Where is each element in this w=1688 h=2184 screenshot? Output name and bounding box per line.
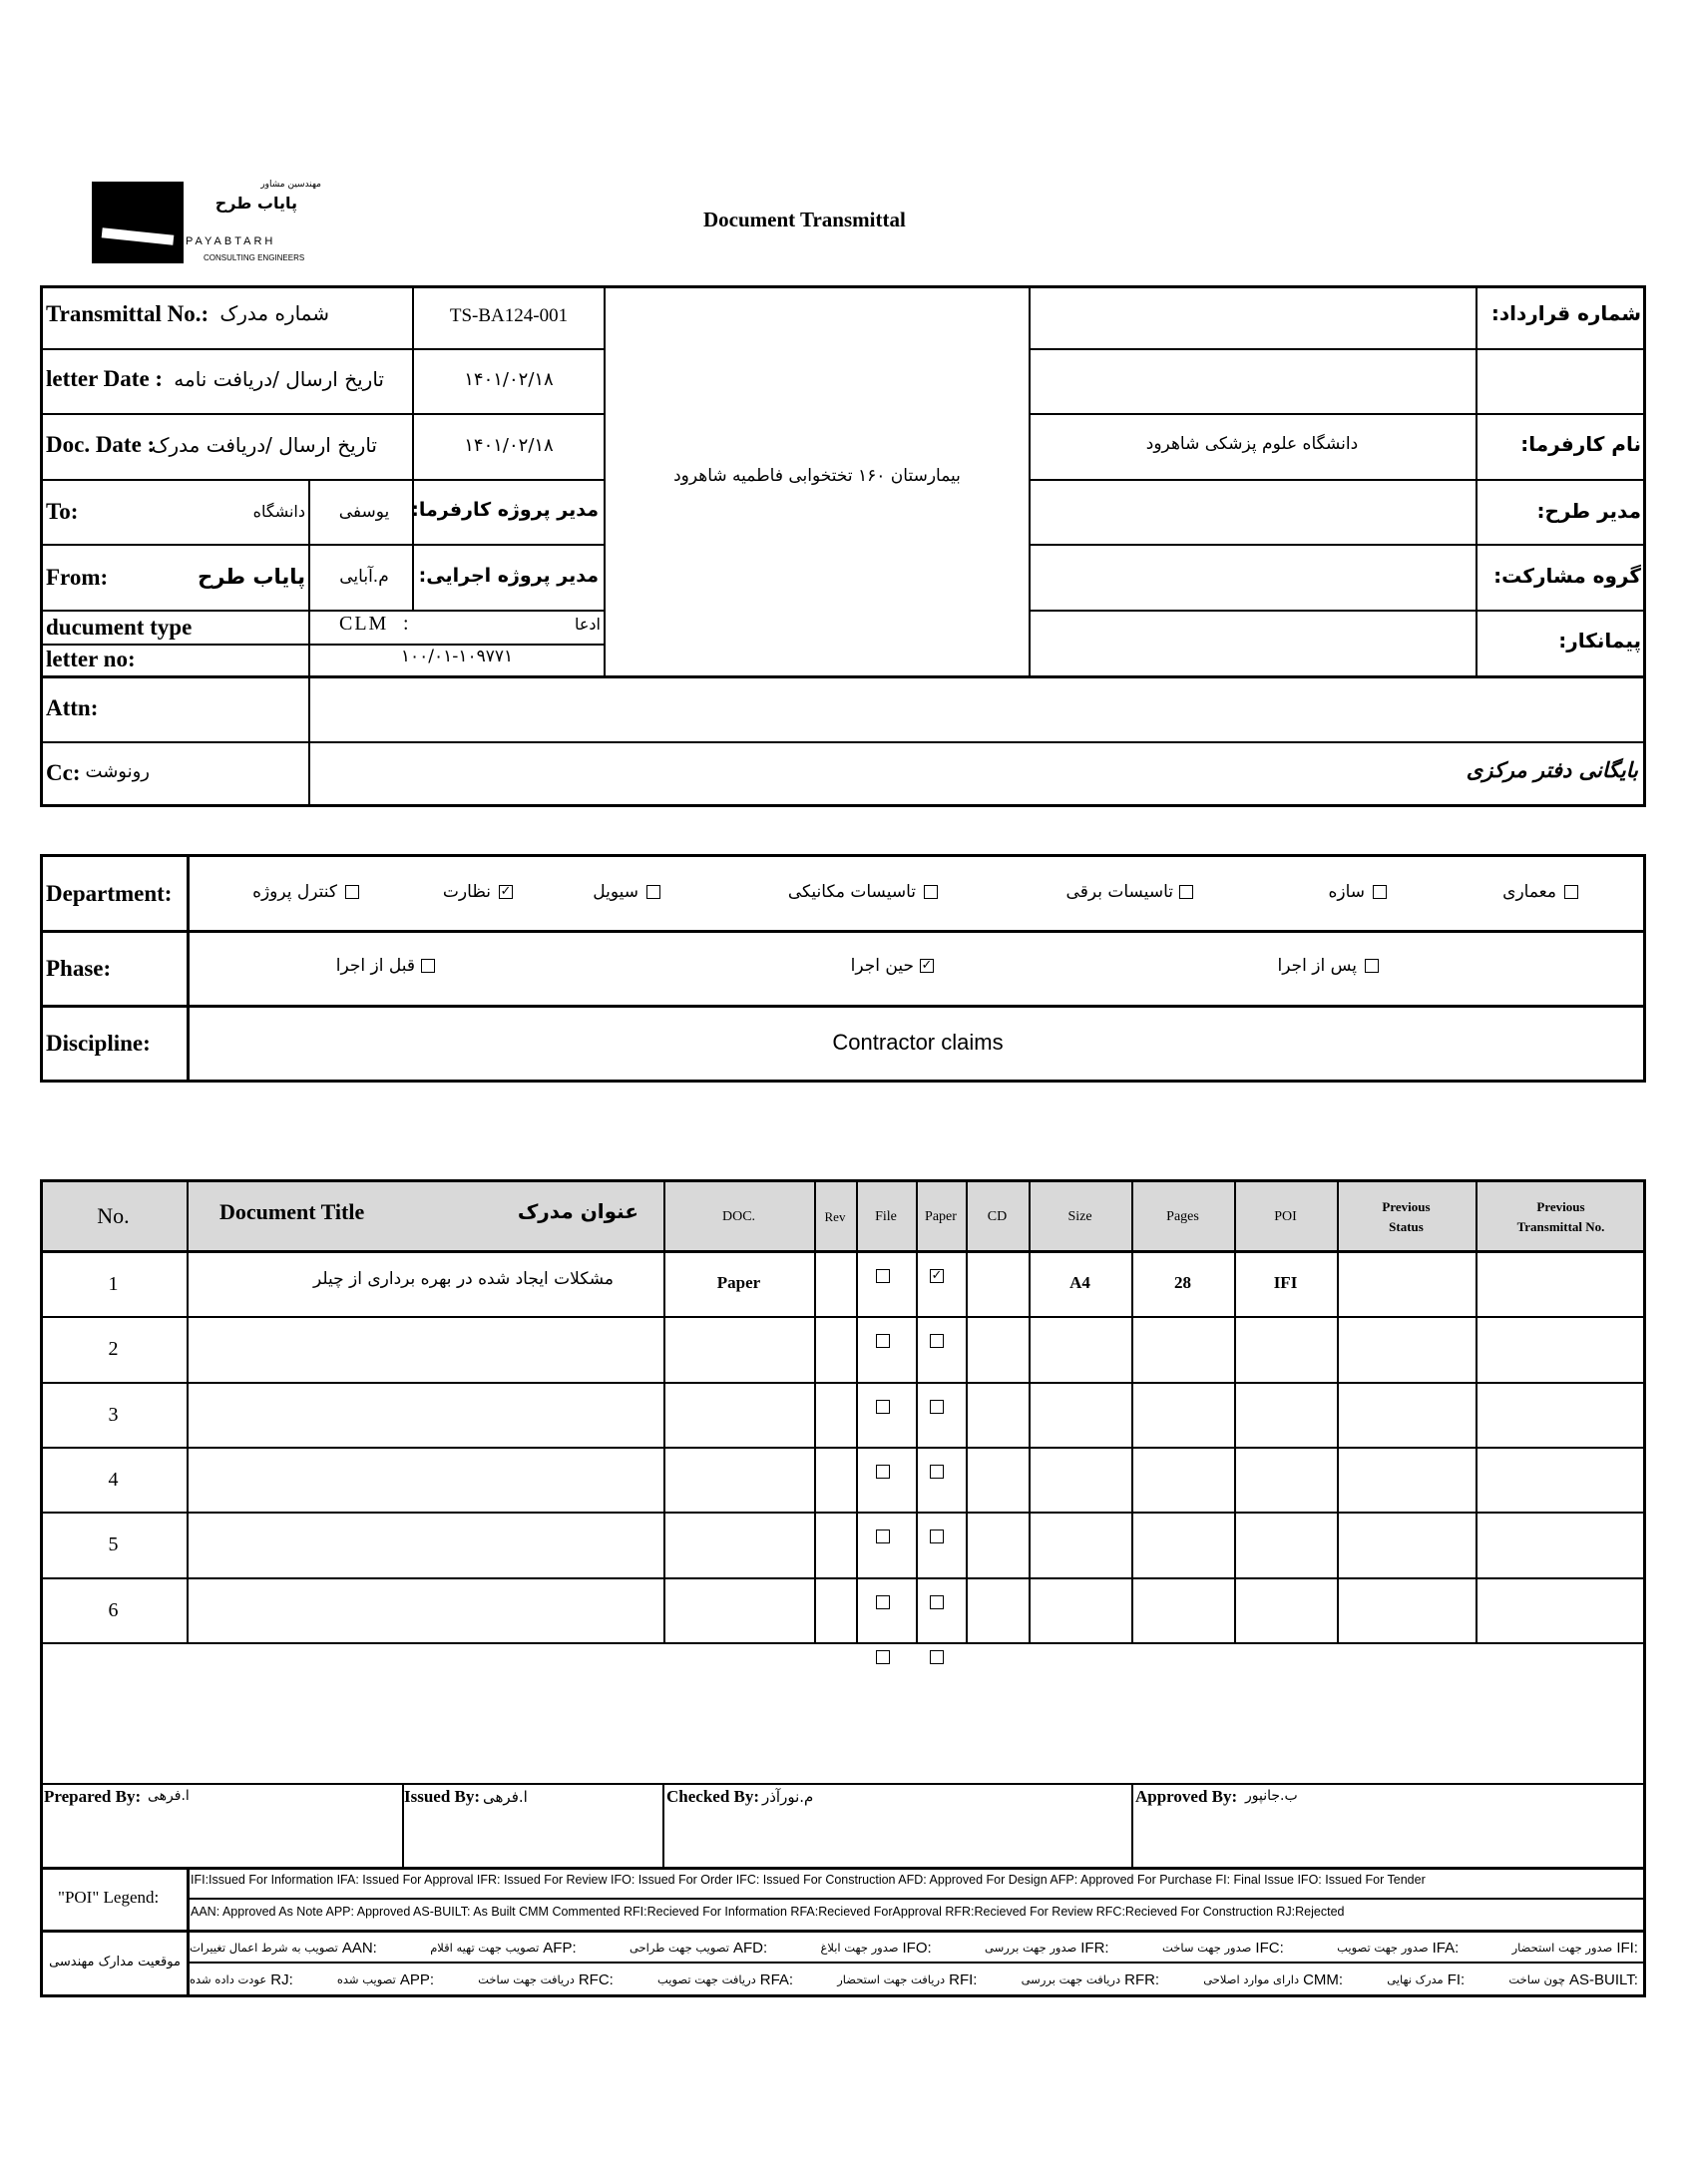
fa-legend-label: موقعیت مدارک مهندسی — [49, 1955, 181, 1969]
phase-checkbox[interactable] — [421, 959, 435, 973]
legend-code: RFA: — [759, 1970, 794, 1988]
page-title: Document Transmittal — [703, 208, 906, 231]
department-checkbox[interactable] — [345, 885, 359, 899]
legend-code: FI: — [1447, 1970, 1466, 1988]
approved-by-label: Approved By: — [1135, 1787, 1238, 1806]
legend-desc: تصویب به شرط اعمال تغییرات — [190, 1941, 338, 1955]
col-header-cd: CD — [987, 1209, 1008, 1224]
legend-entry — [1203, 1971, 1343, 1988]
fa-legend-line1 — [190, 1935, 1638, 1961]
department-checkbox[interactable] — [924, 885, 938, 899]
legend-entry — [1508, 1971, 1638, 1988]
col-header-file: File — [875, 1209, 897, 1224]
legend-code: IFO: — [902, 1939, 932, 1957]
legend-entry — [1022, 1971, 1160, 1988]
row-number: 4 — [108, 1469, 119, 1491]
employer-value: دانشگاه علوم پزشکی شاهرود — [1145, 434, 1359, 454]
legend-code: AS-BUILT: — [1569, 1970, 1638, 1988]
legend-desc: صدور جهت ساخت — [1161, 1941, 1252, 1955]
row-title: مشکلات ایجاد شده در بهره برداری از چیلر — [312, 1269, 614, 1289]
department-checkbox[interactable] — [646, 885, 660, 899]
col-header-prev-status: Previous — [1382, 1199, 1431, 1214]
logo-fa-top: مهندسین مشاور — [260, 180, 321, 190]
row-size: A4 — [1069, 1273, 1090, 1292]
legend-desc: دریافت جهت استحضار — [837, 1972, 946, 1986]
prepared-by — [44, 1787, 141, 1807]
client-pm-label: مدیر پروژه کارفرما: — [411, 499, 599, 521]
discipline-label: Discipline: — [46, 1031, 151, 1056]
prepared-by-name: ا.فرهی — [148, 1788, 190, 1804]
issued-by-name: ا.فرهی — [483, 1788, 528, 1806]
legend-code: IFA: — [1432, 1939, 1460, 1957]
transmittal-no-label: Transmittal No.: — [46, 301, 210, 326]
checked-by-label: Checked By: — [666, 1787, 760, 1806]
legend-code: CMM: — [1303, 1970, 1344, 1988]
doc-type-separator: : — [403, 613, 409, 635]
file-checkbox[interactable] — [876, 1529, 890, 1543]
legend-entry — [190, 1971, 293, 1988]
checked-by — [666, 1787, 759, 1807]
poi-legend-label: "POI" Legend: — [58, 1888, 160, 1907]
legend-desc: تصویب شده — [336, 1972, 396, 1986]
legend-desc: صدور جهت ابلاغ — [820, 1941, 899, 1955]
to-label: To: — [46, 499, 79, 524]
department-checkbox[interactable] — [1373, 885, 1387, 899]
logo-mark — [92, 182, 184, 263]
doc-type-code: CLM — [339, 613, 389, 635]
attn-label: Attn: — [46, 695, 99, 720]
contract-no-label: شماره قرارداد: — [1490, 301, 1641, 325]
legend-desc: صدور جهت تصویب — [1337, 1941, 1429, 1955]
phase-checkbox[interactable] — [1365, 959, 1379, 973]
legend-entry — [820, 1940, 931, 1957]
letter-no-label: letter no: — [46, 647, 136, 671]
legend-code: AFP: — [543, 1939, 577, 1957]
paper-checkbox[interactable] — [930, 1334, 944, 1348]
cc-label: Cc: — [46, 760, 81, 785]
legend-entry — [430, 1940, 576, 1957]
approved-by-name: ب.جانپور — [1245, 1788, 1298, 1804]
paper-checkbox[interactable]: ✓ — [931, 1268, 943, 1283]
col-header-prev-transmittal: Previous — [1536, 1199, 1585, 1214]
info-block — [40, 285, 1646, 807]
transmittal-no-value: TS-BA124-001 — [449, 305, 569, 326]
logo-en-sub: CONSULTING ENGINEERS — [204, 253, 305, 262]
fa-legend-line2 — [190, 1966, 1638, 1992]
legend-entry — [337, 1971, 434, 1988]
file-checkbox[interactable] — [876, 1400, 890, 1414]
company-logo — [92, 180, 321, 269]
paper-checkbox[interactable] — [930, 1465, 944, 1479]
department-checkbox[interactable]: ✓ — [500, 884, 512, 899]
letter-date-label-fa: تاریخ ارسال /دریافت نامه — [174, 367, 384, 391]
phase-checkbox[interactable]: ✓ — [921, 958, 933, 973]
col-header-poi: POI — [1274, 1209, 1297, 1224]
doc-date-label-fa: تاریخ ارسال /دریافت مدرک — [151, 433, 377, 457]
col-header-pages: Pages — [1166, 1209, 1199, 1224]
exec-pm-label: مدیر پروژه اجرایی: — [418, 565, 599, 587]
cc-value: بایگانی دفتر مرکزی — [1466, 758, 1638, 782]
doc-type-label: ducument type — [46, 615, 193, 640]
legend-code: AAN: — [341, 1939, 377, 1957]
exec-pm-name: م.آبایی — [339, 567, 389, 587]
col-header-title: Document Title — [219, 1199, 365, 1224]
approved-by — [1135, 1787, 1237, 1807]
doc-date-value: ۱۴۰۱/۰۲/۱۸ — [464, 435, 554, 456]
legend-desc: صدور جهت استحضار — [1511, 1941, 1613, 1955]
logo-fa-name: پایاب طرح — [214, 194, 297, 213]
legend-entry — [1162, 1940, 1284, 1957]
legend-code: IFR: — [1080, 1939, 1109, 1957]
legend-entry — [190, 1940, 377, 1957]
legend-desc: صدور جهت بررسی — [985, 1941, 1077, 1955]
legend-desc: دریافت جهت تصویب — [656, 1972, 756, 1986]
legend-code: RFC: — [578, 1970, 614, 1988]
col-header-paper: Paper — [925, 1209, 957, 1224]
department-option-label: معماری — [1502, 882, 1556, 902]
row-poi: IFI — [1273, 1273, 1298, 1292]
phase-option-label: حین اجرا — [850, 956, 914, 976]
issued-by-label: Issued By: — [404, 1787, 481, 1806]
legend-desc: تصویب جهت تهیه اقلام — [430, 1941, 540, 1955]
col-header-prev-status-2: Status — [1389, 1219, 1424, 1234]
legend-code: IFC: — [1255, 1939, 1284, 1957]
logo-en-name: PAYABTARH — [186, 235, 276, 247]
legend-entry — [630, 1940, 767, 1957]
file-checkbox[interactable] — [876, 1269, 890, 1283]
col-header-prev-transmittal-2: Transmittal No. — [1516, 1219, 1605, 1234]
transmittal-no-label-fa: شماره مدرک — [219, 301, 329, 325]
client-pm-name: یوسفی — [338, 502, 390, 522]
poi-legend-line2: AAN: Approved As Note APP: Approved AS-BUILT: As Built CMM Commented RFI:Recieved For Information RFA:Recieved ForApproval RFR:Recieved For Review RFC:Recieved For Construction RJ:Rejected — [191, 1905, 1345, 1919]
legend-desc: دارای موارد اصلاحی — [1203, 1972, 1300, 1986]
legend-desc: مدرک نهایی — [1387, 1972, 1444, 1986]
doc-date-label: Doc. Date : — [46, 432, 156, 457]
prepared-by-label: Prepared By: — [44, 1787, 142, 1806]
legend-code: RJ: — [270, 1970, 293, 1988]
row-number: 5 — [108, 1533, 119, 1555]
paper-checkbox[interactable] — [930, 1529, 944, 1543]
department-option-label: نظارت — [442, 882, 491, 902]
paper-checkbox-extra[interactable] — [930, 1650, 944, 1664]
department-option-label: کنترل پروژه — [252, 882, 337, 902]
paper-checkbox[interactable] — [930, 1400, 944, 1414]
legend-desc: چون ساخت — [1508, 1972, 1566, 1986]
row-pages: 28 — [1174, 1273, 1191, 1292]
department-checkbox[interactable] — [1564, 885, 1578, 899]
legend-desc: دریافت جهت بررسی — [1021, 1972, 1121, 1986]
legend-code: APP: — [399, 1970, 434, 1988]
checked-by-name: م.نورآذر — [762, 1788, 814, 1806]
from-value: پایاب طرح — [198, 565, 305, 589]
poi-legend-line1: IFI:Issued For Information IFA: Issued For Approval IFR: Issued For Review IFO: Issued For Order IFC: Issued For Construction AFD: Approved For Design AFP: Approved For Purchase FI: Final Issue IFO: Issued For Tender — [191, 1873, 1426, 1887]
file-checkbox-extra[interactable] — [876, 1650, 890, 1664]
letter-date-label: letter Date : — [46, 366, 164, 391]
legend-entry — [478, 1971, 614, 1988]
legend-code: IFI: — [1616, 1939, 1638, 1957]
phase-label: Phase: — [46, 956, 112, 981]
row-doc-type: Paper — [716, 1273, 761, 1292]
paper-checkbox[interactable] — [930, 1595, 944, 1609]
legend-entry — [657, 1971, 793, 1988]
col-header-doc: DOC. — [721, 1209, 756, 1224]
letter-no-value: ۱۰۰/۰۱-۱۰۹۷۷۱ — [400, 647, 514, 666]
file-checkbox[interactable] — [876, 1465, 890, 1479]
legend-code: RFR: — [1124, 1970, 1160, 1988]
col-header-title-fa: عنوان مدرک — [517, 1199, 638, 1223]
legend-entry — [985, 1940, 1109, 1957]
phase-option-label: قبل از اجرا — [335, 956, 415, 976]
legend-entry — [1512, 1940, 1638, 1957]
legend-code: AFD: — [732, 1939, 768, 1957]
employer-label: نام کارفرما: — [1520, 432, 1641, 456]
department-option-label: سیویل — [593, 882, 638, 902]
legend-desc: دریافت جهت ساخت — [478, 1972, 575, 1986]
col-header-no: No. — [97, 1203, 130, 1228]
to-value: دانشگاه — [252, 502, 305, 521]
department-label: Department: — [46, 881, 173, 906]
doc-type-fa: ادعا — [575, 615, 601, 634]
discipline-value: Contractor claims — [832, 1030, 1004, 1055]
department-option-label: تاسیسات مکانیکی — [787, 882, 916, 902]
legend-desc: تصویب جهت طراحی — [629, 1941, 729, 1955]
project-name: بیمارستان ۱۶۰ تختخوابی فاطمیه شاهرود — [673, 466, 961, 486]
contractor-label: پیمانکار: — [1558, 629, 1641, 653]
legend-desc: عودت داده شده — [190, 1972, 267, 1986]
issued-by — [404, 1787, 480, 1807]
plan-manager-label: مدیر طرح: — [1536, 499, 1641, 523]
file-checkbox[interactable] — [876, 1334, 890, 1348]
row-number: 3 — [108, 1404, 119, 1426]
letter-date-value: ۱۴۰۱/۰۲/۱۸ — [464, 369, 554, 390]
department-option-label: سازه — [1328, 882, 1365, 902]
partnership-label: گروه مشارکت: — [1493, 564, 1641, 588]
legend-entry — [1387, 1971, 1465, 1988]
legend-entry — [837, 1971, 977, 1988]
cc-label-fa: رونوشت — [85, 761, 150, 782]
file-checkbox[interactable] — [876, 1595, 890, 1609]
row-number: 6 — [108, 1599, 119, 1621]
legend-code: RFI: — [949, 1970, 978, 1988]
department-option-label: تاسیسات برقی — [1065, 882, 1173, 902]
phase-option-label: پس از اجرا — [1277, 956, 1357, 976]
col-header-size: Size — [1067, 1209, 1092, 1224]
row-number: 1 — [108, 1273, 119, 1295]
row-number: 2 — [108, 1338, 119, 1360]
from-label: From: — [46, 565, 109, 590]
department-checkbox[interactable] — [1179, 885, 1193, 899]
col-header-rev: Rev — [824, 1209, 846, 1224]
legend-entry — [1337, 1940, 1459, 1957]
